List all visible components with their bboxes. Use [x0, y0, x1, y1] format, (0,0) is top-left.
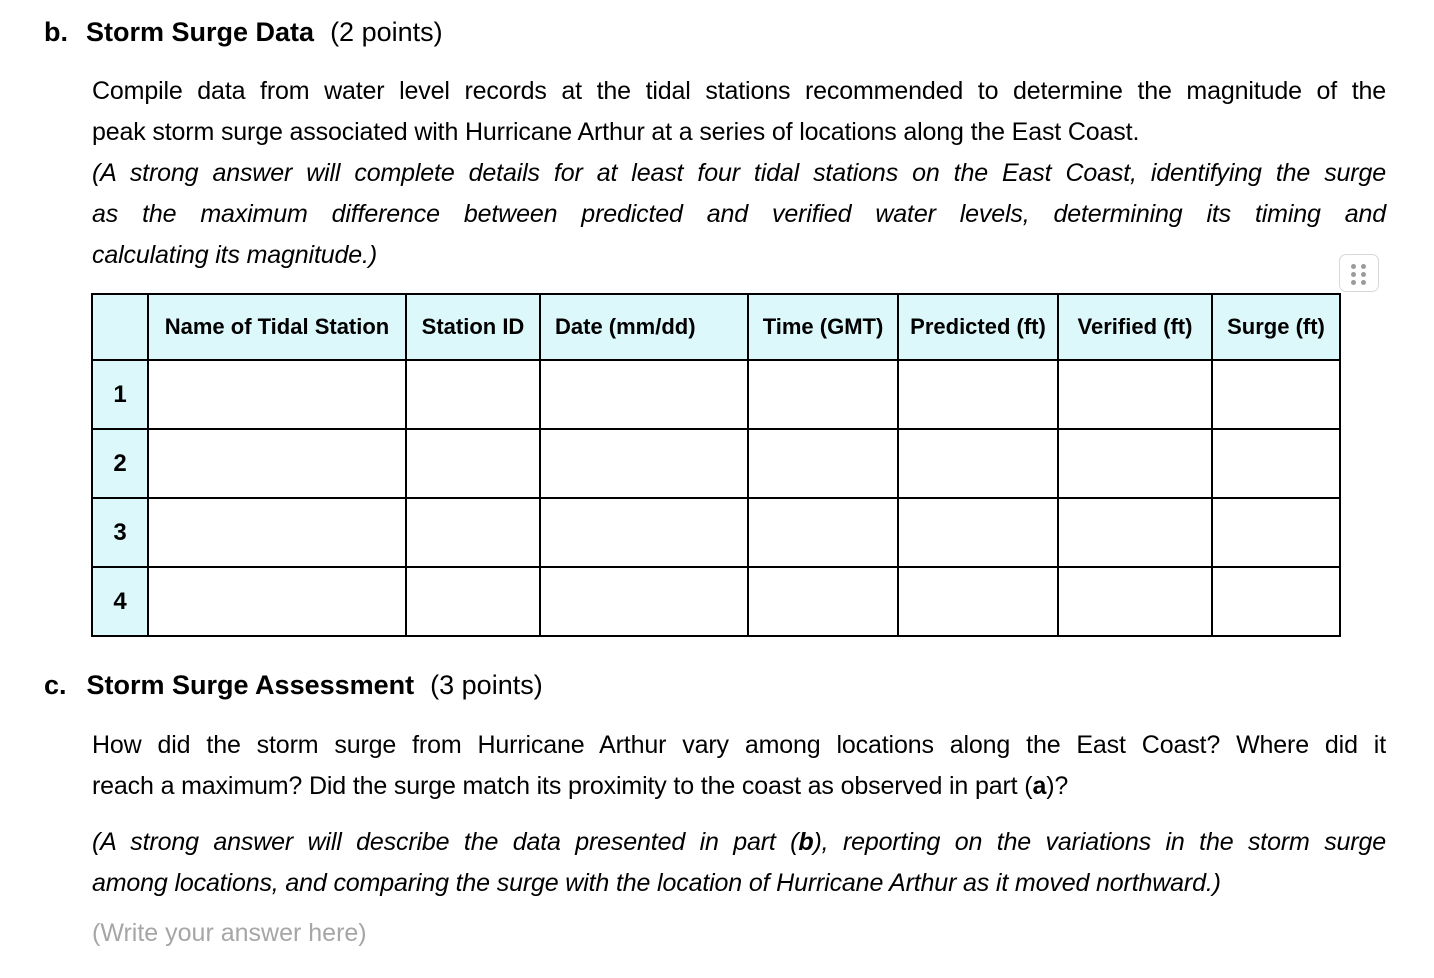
question-part-ref: a [1032, 772, 1047, 800]
cell-predicted[interactable] [898, 498, 1058, 567]
question-line: How did the storm surge from Hurricane Arthur vary among locations along the East Coast? Where did it [92, 731, 1386, 759]
criteria-line [92, 822, 1386, 863]
criteria-part-ref: b [798, 828, 814, 856]
criteria-line: as the maximum difference between predicted and verified water levels, determining its timing and [92, 200, 1386, 228]
section-b-heading [44, 16, 443, 48]
table-row [92, 567, 1340, 636]
header-tidal-station: Name of Tidal Station [148, 294, 406, 360]
section-c-letter: c. [44, 670, 67, 700]
section-c-points: (3 points) [430, 670, 543, 700]
question-text: reach a maximum? Did the surge match its proximity to the coast as observed in part ( [92, 772, 1033, 800]
criteria-text: (A strong answer will describe the data presented in part ( [92, 828, 799, 856]
cell-verified[interactable] [1058, 429, 1212, 498]
header-cell-blank [92, 294, 148, 360]
header-time: Time (GMT) [748, 294, 898, 360]
header-predicted: Predicted (ft) [898, 294, 1058, 360]
section-b-points: (2 points) [330, 17, 443, 47]
row-number: 4 [92, 567, 148, 636]
cell-time[interactable] [748, 498, 898, 567]
cell-tidal-station[interactable] [148, 360, 406, 429]
cell-surge[interactable] [1212, 429, 1340, 498]
criteria-line: calculating its magnitude.) [92, 241, 377, 269]
cell-predicted[interactable] [898, 567, 1058, 636]
section-c-title: Storm Surge Assessment [86, 670, 415, 700]
header-verified: Verified (ft) [1058, 294, 1212, 360]
cell-verified[interactable] [1058, 360, 1212, 429]
table-header-row [92, 294, 1340, 360]
header-station-id: Station ID [406, 294, 540, 360]
cell-station-id[interactable] [406, 567, 540, 636]
table-row [92, 429, 1340, 498]
cell-station-id[interactable] [406, 498, 540, 567]
answer-input[interactable]: (Write your answer here) [92, 919, 367, 947]
question-line [92, 766, 1386, 807]
cell-tidal-station[interactable] [148, 567, 406, 636]
section-b-criteria[interactable] [92, 153, 1386, 276]
cell-station-id[interactable] [406, 360, 540, 429]
header-date: Date (mm/dd) [540, 294, 748, 360]
cell-station-id[interactable] [406, 429, 540, 498]
handle-dot [1361, 264, 1366, 269]
question-end: )? [1046, 772, 1069, 800]
cell-verified[interactable] [1058, 498, 1212, 567]
criteria-line: among locations, and comparing the surge with the location of Hurricane Arthur as it moved northward.) [92, 869, 1221, 897]
cell-time[interactable] [748, 429, 898, 498]
section-c-heading [44, 669, 543, 701]
cell-predicted[interactable] [898, 360, 1058, 429]
cell-surge[interactable] [1212, 498, 1340, 567]
table-row [92, 360, 1340, 429]
criteria-text: ), reporting on the variations in the storm surge [813, 828, 1386, 856]
handle-dot [1351, 264, 1356, 269]
row-number: 2 [92, 429, 148, 498]
table-row [92, 498, 1340, 567]
cell-date[interactable] [540, 429, 748, 498]
handle-dot [1351, 272, 1356, 277]
instruction-line: Compile data from water level records at the tidal stations recommended to determine the magnitude of the [92, 77, 1386, 105]
instruction-line: peak storm surge associated with Hurricane Arthur at a series of locations along the East Coast. [92, 118, 1140, 146]
handle-dot [1361, 272, 1366, 277]
cell-verified[interactable] [1058, 567, 1212, 636]
cell-date[interactable] [540, 360, 748, 429]
section-b-instructions[interactable] [92, 71, 1386, 153]
handle-dot [1361, 280, 1366, 285]
cell-predicted[interactable] [898, 429, 1058, 498]
storm-surge-table [91, 293, 1341, 637]
cell-tidal-station[interactable] [148, 498, 406, 567]
section-c-criteria[interactable] [92, 822, 1386, 904]
header-surge: Surge (ft) [1212, 294, 1340, 360]
section-b-letter: b. [44, 17, 68, 47]
cell-time[interactable] [748, 567, 898, 636]
criteria-line: (A strong answer will complete details for at least four tidal stations on the East Coast, identifying the surge [92, 159, 1386, 187]
cell-date[interactable] [540, 498, 748, 567]
row-number: 3 [92, 498, 148, 567]
cell-surge[interactable] [1212, 567, 1340, 636]
section-b-title: Storm Surge Data [86, 17, 315, 47]
handle-dot [1351, 280, 1356, 285]
cell-surge[interactable] [1212, 360, 1340, 429]
drag-handle-icon[interactable] [1339, 254, 1379, 292]
section-c-question[interactable] [92, 725, 1386, 807]
cell-time[interactable] [748, 360, 898, 429]
cell-date[interactable] [540, 567, 748, 636]
cell-tidal-station[interactable] [148, 429, 406, 498]
row-number: 1 [92, 360, 148, 429]
